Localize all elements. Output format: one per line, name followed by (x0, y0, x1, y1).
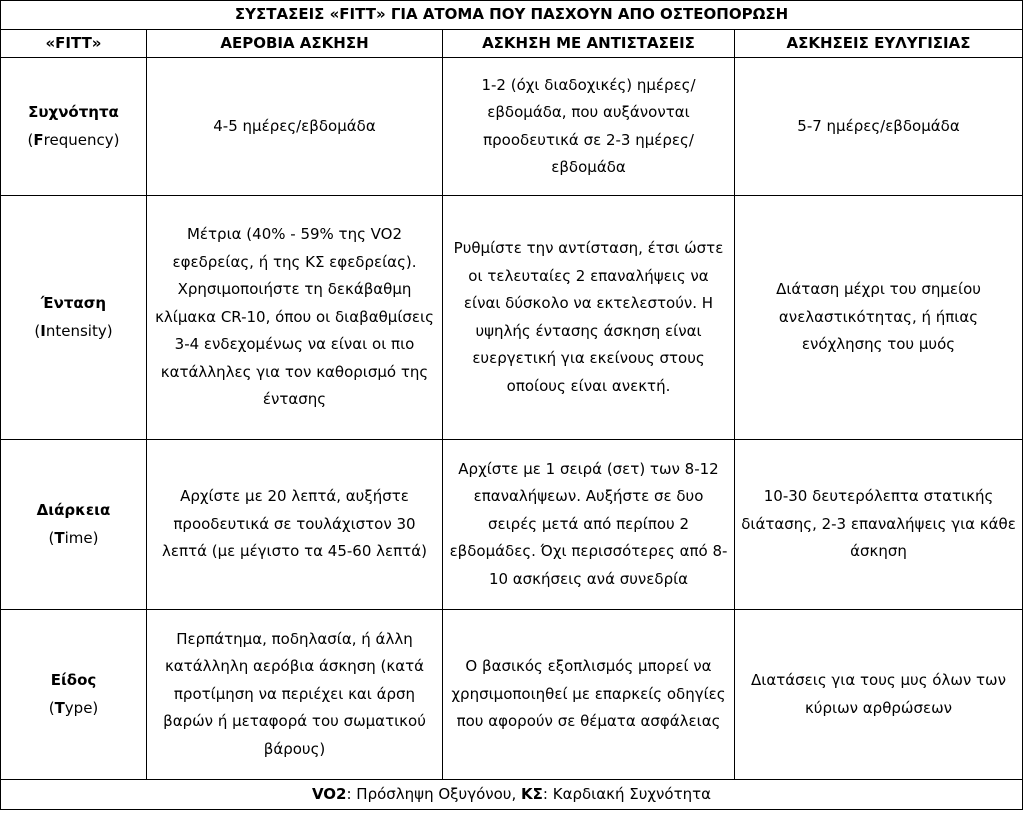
cell-aerobic: 4-5 ημέρες/εβδομάδα (147, 58, 443, 196)
row-label-sub-rest: ntensity) (45, 321, 113, 340)
header-flexibility: ΑΣΚΗΣΕΙΣ ΕΥΛΥΓΙΣΙΑΣ (735, 29, 1023, 58)
header-row (1, 29, 1023, 58)
footer-row (1, 780, 1023, 810)
cell-flexibility: Διάταση μέχρι του σημείου ανελαστικότητας, ή ήπιας ενόχλησης του μυός (735, 196, 1023, 440)
row-label-sub-letter: I (40, 321, 46, 340)
header-fitt: «FITT» (1, 29, 147, 58)
cell-resistance: Ο βασικός εξοπλισμός μπορεί να χρησιμοποιηθεί με επαρκείς οδηγίες που αφορούν σε θέματα ασφάλειας (443, 610, 735, 780)
row-label-time (1, 440, 147, 610)
cell-resistance: 1-2 (όχι διαδοχικές) ημέρες/εβδομάδα, που αυξάνονται προοδευτικά σε 2-3 ημέρες/εβδομάδα (443, 58, 735, 196)
row-frequency (1, 58, 1023, 196)
row-label-sub-letter: T (54, 528, 65, 547)
row-label-sub-open: ( (27, 130, 34, 149)
footer-def-hr: : Καρδιακή Συχνότητα (542, 784, 712, 803)
row-label-intensity (1, 196, 147, 440)
cell-aerobic: Περπάτημα, ποδηλασία, ή άλλη κατάλληλη αερόβια άσκηση (κατά προτίμηση να περιέχει και άρση βαρών ή μεταφορά του σωματικού βάρους) (147, 610, 443, 780)
row-time (1, 440, 1023, 610)
footer-term-vo2: VO2 (311, 784, 347, 803)
footer-term-hr: ΚΣ (521, 784, 543, 803)
footer-legend (1, 780, 1023, 810)
row-label-main: Συχνότητα (28, 103, 119, 121)
row-label-main: Είδος (50, 671, 97, 689)
cell-flexibility: Διατάσεις για τους μυς όλων των κύριων αρθρώσεων (735, 610, 1023, 780)
row-label-sub-open: ( (48, 528, 55, 547)
row-label-type (1, 610, 147, 780)
row-label-sub-open: ( (34, 321, 41, 340)
cell-aerobic: Αρχίστε με 20 λεπτά, αυξήστε προοδευτικά σε τουλάχιστον 30 λεπτά (με μέγιστο τα 45-60 λεπτά) (147, 440, 443, 610)
row-label-sub-letter: T (54, 698, 65, 717)
row-label-sub-rest: ype) (64, 698, 99, 717)
cell-resistance: Αρχίστε με 1 σειρά (σετ) των 8-12 επαναλήψεων. Αυξήστε σε δυο σειρές μετά από περίπου 2 εβδομάδες. Όχι περισσότερες από 8-10 ασκήσεις ανά συνεδρία (443, 440, 735, 610)
row-label-sub-rest: ime) (64, 528, 99, 547)
row-label-sub (7, 695, 140, 723)
row-label-sub-open: ( (48, 698, 55, 717)
cell-aerobic: Μέτρια (40% - 59% της VO2 εφεδρείας, ή της ΚΣ εφεδρείας). Χρησιμοποιήστε τη δεκάβαθμη κλίμακα CR-10, όπου οι διαβαθμίσεις 3-4 ενδεχομένως να είναι οι πιο κατάλληλες για τον καθορισμό της έντασης (147, 196, 443, 440)
row-label-sub (7, 525, 140, 553)
row-label-frequency (1, 58, 147, 196)
header-aerobic: ΑΕΡΟΒΙΑ ΑΣΚΗΣΗ (147, 29, 443, 58)
cell-resistance: Ρυθμίστε την αντίσταση, έτσι ώστε οι τελευταίες 2 επαναλήψεις να είναι δύσκολο να εκτελεστούν. Η υψηλής έντασης άσκηση είναι ευεργετική για εκείνους στους οποίους είναι ανεκτή. (443, 196, 735, 440)
table-title: ΣΥΣΤΑΣΕΙΣ «FITT» ΓΙΑ ΑΤΟΜΑ ΠΟΥ ΠΑΣΧΟΥΝ ΑΠΟ ΟΣΤΕΟΠΟΡΩΣΗ (1, 1, 1023, 30)
header-resistance: ΑΣΚΗΣΗ ΜΕ ΑΝΤΙΣΤΑΣΕΙΣ (443, 29, 735, 58)
row-label-sub-rest: requency) (43, 130, 120, 149)
row-label-sub-letter: F (33, 130, 44, 149)
row-type (1, 610, 1023, 780)
title-row (1, 1, 1023, 30)
row-intensity (1, 196, 1023, 440)
row-label-sub (7, 127, 140, 155)
cell-flexibility: 5-7 ημέρες/εβδομάδα (735, 58, 1023, 196)
row-label-sub (7, 318, 140, 346)
row-label-main: Διάρκεια (36, 501, 111, 519)
cell-flexibility: 10-30 δευτερόλεπτα στατικής διάτασης, 2-3 επαναλήψεις για κάθε άσκηση (735, 440, 1023, 610)
row-label-main: Ένταση (40, 294, 107, 312)
footer-def-vo2: : Πρόσληψη Οξυγόνου, (346, 784, 522, 803)
